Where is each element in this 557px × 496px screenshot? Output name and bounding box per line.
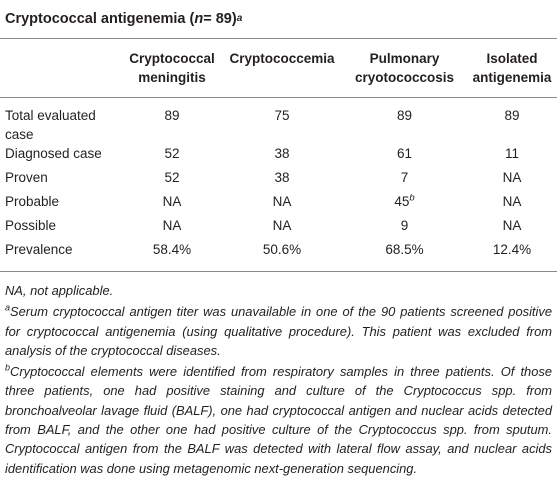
table-cell: 89 (164, 108, 180, 123)
table-cell: 9 (400, 218, 409, 233)
title-n-value: = 89) (203, 11, 237, 27)
table-cell: NA (162, 218, 182, 233)
table-cell: 38 (274, 170, 290, 185)
column-header-isolated: Isolated antigenemia (472, 51, 552, 85)
row-label: Prevalence (5, 242, 73, 257)
table-cell: 61 (396, 146, 413, 161)
table-cell: 11 (504, 146, 519, 161)
table-cell: 75 (274, 108, 290, 123)
table-title: Cryptococcal antigenemia ( n = 89) a (0, 0, 557, 39)
row-label: Possible (5, 218, 57, 233)
table-row (0, 168, 557, 192)
row-label: Total evaluated case (5, 108, 96, 142)
table-row (0, 98, 557, 145)
table-cell: NA (162, 194, 182, 209)
footnote-a (5, 302, 552, 360)
table-cell: 38 (274, 146, 290, 161)
row-label: Proven (5, 170, 48, 185)
table-row (0, 144, 557, 168)
table-cell: NA (272, 218, 292, 233)
table-cell: 50.6% (262, 242, 302, 257)
table-cell: 7 (400, 170, 409, 185)
table-cell: 52 (164, 146, 180, 161)
footnote-a-mark: a (5, 303, 11, 313)
table-cell: 68.5% (385, 242, 424, 257)
table-cell: 58.4% (152, 242, 192, 257)
footnote-b-mark: b (5, 362, 11, 373)
table-cell: 89 (504, 108, 520, 123)
footnote-b-text: Cryptococcal elements were identified from respiratory samples in three patients. Of those three patients, one had positive staining and culture of the Cryptococcus spp. from bronchoalveolar lavage fluid (BALF), one had cryptococcal antigen and nuclear acids detected from BALF, and the other one had positive culture of the Cryptococcus spp. from sputum. Cryptococcal antigen from the BALF was detected with lateral flow assay, and nuclear acids identification was done using metagenomic next-generation sequencing. (5, 364, 552, 476)
column-header-meningitis: Cryptococcal meningitis (129, 51, 215, 85)
table-cell: NA (502, 194, 522, 209)
table-footnotes (0, 272, 557, 478)
table-cell: NA (272, 194, 292, 209)
table-cell: 12.4% (492, 242, 532, 257)
table-cell (342, 192, 467, 216)
table-row (0, 240, 557, 272)
table-cell: 89 (396, 108, 413, 123)
column-header-pulmonary: Pulmonary cryotococcosis (354, 51, 455, 85)
table-cell: NA (502, 218, 522, 233)
footnote-a-text: Serum cryptococcal antigen titer was unavailable in one of the 90 patients screened positive for cryptococcal antigenemia (using qualitative procedure). This patient was excluded from analysis of the cryptococcal diseases. (5, 304, 552, 358)
row-label: Probable (5, 194, 60, 209)
footnote-na: NA, not applicable. (5, 283, 114, 298)
data-table (0, 39, 557, 272)
table-row (0, 192, 557, 216)
header-row (0, 39, 557, 98)
footnote-b (5, 362, 552, 478)
title-n-variable: n (194, 11, 204, 27)
footnote-mark: b (409, 192, 415, 204)
table-cell: 52 (164, 170, 180, 185)
table-cell: NA (502, 170, 522, 185)
row-label: Diagnosed case (5, 146, 102, 161)
cell-value: 45 (394, 194, 410, 209)
title-text: Cryptococcal antigenemia ( (5, 11, 195, 27)
table-row (0, 216, 557, 240)
column-header-empty (0, 39, 122, 98)
column-header-cryptococcemia: Cryptococcemia (229, 51, 335, 66)
